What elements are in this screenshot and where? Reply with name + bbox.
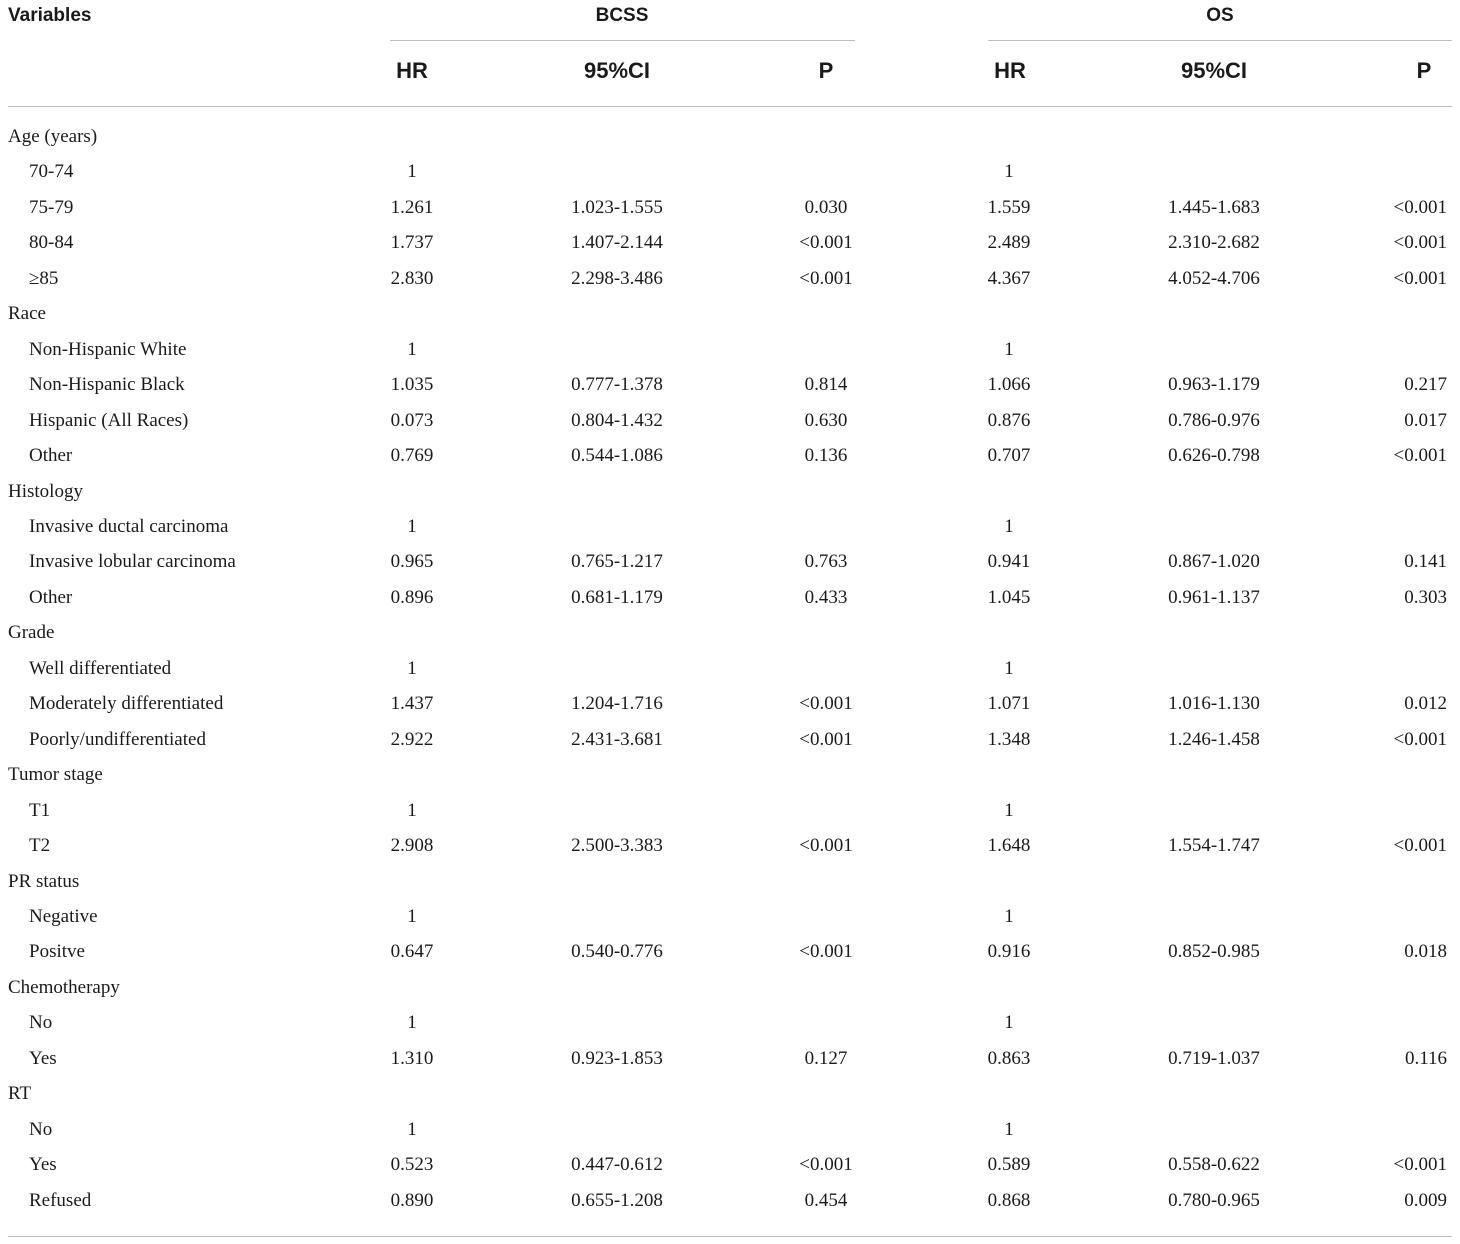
bcss-hr-cell: 0.890 xyxy=(390,1189,434,1211)
bcss-p-cell: 0.136 xyxy=(804,445,848,467)
table-row xyxy=(0,1112,1460,1147)
os-ci-cell: 1.016-1.130 xyxy=(1168,693,1260,715)
os-p-cell: <0.001 xyxy=(1393,196,1447,218)
row-label: Positve xyxy=(29,941,85,963)
header-os: OS xyxy=(1206,5,1234,26)
bcss-ci-cell: 0.540-0.776 xyxy=(571,941,663,963)
header-os-ci: 95%CI xyxy=(1180,58,1248,83)
os-hr-cell: 1.648 xyxy=(987,835,1031,857)
os-p-cell: <0.001 xyxy=(1393,267,1447,289)
os-hr-cell: 1.071 xyxy=(987,693,1031,715)
os-hr-cell: 1.559 xyxy=(987,196,1031,218)
row-label: ≥85 xyxy=(29,267,59,289)
bcss-hr-cell: 2.908 xyxy=(390,835,434,857)
bcss-ci-cell: 0.923-1.853 xyxy=(571,1047,663,1069)
bcss-hr-cell: 0.896 xyxy=(390,586,434,608)
os-ci-cell: 0.961-1.137 xyxy=(1168,586,1260,608)
os-p-cell: 0.116 xyxy=(1404,1047,1447,1069)
row-label: Other xyxy=(29,445,73,467)
os-hr-cell: 1.348 xyxy=(987,728,1031,750)
row-label: Poorly/undifferentiated xyxy=(29,728,206,750)
bcss-ci-cell: 0.447-0.612 xyxy=(571,1154,663,1176)
bcss-p-cell: <0.001 xyxy=(799,835,853,857)
row-label: Invasive ductal carcinoma xyxy=(29,515,229,537)
row-label: No xyxy=(29,1012,53,1034)
os-hr-cell: 0.707 xyxy=(987,445,1031,467)
table-row xyxy=(0,1147,1460,1182)
bcss-group-rule xyxy=(390,40,855,41)
os-hr-cell: 1 xyxy=(1004,515,1014,537)
header-bcss-p: P xyxy=(818,58,834,83)
bcss-ci-cell: 2.298-3.486 xyxy=(571,267,663,289)
table-row xyxy=(0,190,1460,225)
table-row xyxy=(0,722,1460,757)
bcss-hr-cell: 1 xyxy=(407,905,417,927)
row-label: Refused xyxy=(29,1189,92,1211)
os-ci-cell: 0.780-0.965 xyxy=(1168,1189,1260,1211)
os-hr-cell: 0.589 xyxy=(987,1154,1031,1176)
row-label: Race xyxy=(8,303,46,325)
header-bcss-ci: 95%CI xyxy=(583,58,651,83)
bcss-ci-cell: 1.407-2.144 xyxy=(571,232,663,254)
row-label: Non-Hispanic Black xyxy=(29,374,185,396)
bcss-hr-cell: 0.965 xyxy=(390,551,434,573)
row-label: Moderately differentiated xyxy=(29,693,224,715)
row-label: Tumor stage xyxy=(8,764,103,786)
bcss-hr-cell: 1 xyxy=(407,799,417,821)
os-ci-cell: 0.626-0.798 xyxy=(1168,445,1260,467)
os-p-cell: <0.001 xyxy=(1393,835,1447,857)
bcss-p-cell: <0.001 xyxy=(799,728,853,750)
table-row xyxy=(0,1005,1460,1040)
bcss-ci-cell: 2.431-3.681 xyxy=(571,728,663,750)
table-row xyxy=(0,686,1460,721)
bcss-hr-cell: 1 xyxy=(407,338,417,360)
os-p-cell: <0.001 xyxy=(1393,445,1447,467)
os-hr-cell: 1 xyxy=(1004,338,1014,360)
group-row xyxy=(0,119,1460,154)
group-row xyxy=(0,615,1460,650)
os-p-cell: <0.001 xyxy=(1393,232,1447,254)
bcss-hr-cell: 0.647 xyxy=(390,941,434,963)
os-ci-cell: 1.445-1.683 xyxy=(1168,196,1260,218)
table-row xyxy=(0,580,1460,615)
os-p-cell: <0.001 xyxy=(1393,728,1447,750)
table-row xyxy=(0,899,1460,934)
bcss-hr-cell: 1 xyxy=(407,515,417,537)
os-hr-cell: 0.941 xyxy=(987,551,1031,573)
table-row xyxy=(0,793,1460,828)
os-hr-cell: 0.863 xyxy=(987,1047,1031,1069)
bcss-ci-cell: 1.204-1.716 xyxy=(571,693,663,715)
table-row xyxy=(0,403,1460,438)
row-label: PR status xyxy=(8,870,80,892)
os-hr-cell: 1 xyxy=(1004,161,1014,183)
row-label: Well differentiated xyxy=(29,657,172,679)
os-hr-cell: 4.367 xyxy=(987,267,1031,289)
row-label: Negative xyxy=(29,905,98,927)
row-label: Hispanic (All Races) xyxy=(29,409,189,431)
table-row xyxy=(0,934,1460,969)
os-p-cell: 0.018 xyxy=(1404,941,1447,963)
os-hr-cell: 0.916 xyxy=(987,941,1031,963)
os-ci-cell: 0.558-0.622 xyxy=(1168,1154,1260,1176)
os-hr-cell: 1.066 xyxy=(987,374,1031,396)
header-os-p: P xyxy=(1416,58,1432,83)
table-row xyxy=(0,544,1460,579)
os-hr-cell: 0.876 xyxy=(987,409,1031,431)
bcss-ci-cell: 0.804-1.432 xyxy=(571,409,663,431)
os-ci-cell: 0.852-0.985 xyxy=(1168,941,1260,963)
row-label: 80-84 xyxy=(29,232,74,254)
row-label: Grade xyxy=(8,622,55,644)
bcss-ci-cell: 1.023-1.555 xyxy=(571,196,663,218)
table-row xyxy=(0,651,1460,686)
bcss-p-cell: <0.001 xyxy=(799,941,853,963)
table-row xyxy=(0,225,1460,260)
group-row xyxy=(0,757,1460,792)
bcss-p-cell: <0.001 xyxy=(799,1154,853,1176)
row-label: Histology xyxy=(8,480,83,502)
bcss-hr-cell: 1.035 xyxy=(390,374,434,396)
os-hr-cell: 1.045 xyxy=(987,586,1031,608)
bcss-ci-cell: 0.765-1.217 xyxy=(571,551,663,573)
header-variables: Variables xyxy=(8,5,92,26)
bcss-ci-cell: 0.544-1.086 xyxy=(571,445,663,467)
os-ci-cell: 0.719-1.037 xyxy=(1168,1047,1260,1069)
bcss-p-cell: 0.454 xyxy=(804,1189,848,1211)
bcss-p-cell: 0.630 xyxy=(804,409,848,431)
table-row xyxy=(0,261,1460,296)
os-hr-cell: 1 xyxy=(1004,657,1014,679)
os-ci-cell: 0.867-1.020 xyxy=(1168,551,1260,573)
os-p-cell: 0.012 xyxy=(1404,693,1447,715)
os-ci-cell: 0.963-1.179 xyxy=(1168,374,1260,396)
bcss-ci-cell: 0.681-1.179 xyxy=(571,586,663,608)
table-row xyxy=(0,438,1460,473)
bcss-hr-cell: 0.769 xyxy=(390,445,434,467)
os-p-cell: 0.217 xyxy=(1404,374,1447,396)
os-hr-cell: 0.868 xyxy=(987,1189,1031,1211)
table-row xyxy=(0,367,1460,402)
row-label: Yes xyxy=(29,1154,57,1176)
bcss-hr-cell: 1 xyxy=(407,1012,417,1034)
bcss-hr-cell: 0.073 xyxy=(390,409,434,431)
os-ci-cell: 1.246-1.458 xyxy=(1168,728,1260,750)
os-p-cell: 0.303 xyxy=(1404,586,1447,608)
row-label: Chemotherapy xyxy=(8,976,120,998)
bcss-hr-cell: 1.261 xyxy=(390,196,434,218)
table-row xyxy=(0,1183,1460,1218)
table-row xyxy=(0,828,1460,863)
bcss-hr-cell: 1.437 xyxy=(390,693,434,715)
os-hr-cell: 1 xyxy=(1004,1012,1014,1034)
table-bottom-rule xyxy=(8,1236,1452,1237)
os-group-rule xyxy=(988,40,1452,41)
group-row xyxy=(0,1076,1460,1111)
table-row xyxy=(0,1041,1460,1076)
os-ci-cell: 4.052-4.706 xyxy=(1168,267,1260,289)
row-label: Other xyxy=(29,586,73,608)
bcss-ci-cell: 2.500-3.383 xyxy=(571,835,663,857)
row-label: No xyxy=(29,1118,53,1140)
bcss-ci-cell: 0.655-1.208 xyxy=(571,1189,663,1211)
os-p-cell: <0.001 xyxy=(1393,1154,1447,1176)
header-bottom-rule xyxy=(8,106,1452,107)
row-label: Invasive lobular carcinoma xyxy=(29,551,236,573)
bcss-hr-cell: 1 xyxy=(407,161,417,183)
row-label: Age (years) xyxy=(8,126,98,147)
bcss-hr-cell: 0.523 xyxy=(390,1154,434,1176)
os-ci-cell: 0.786-0.976 xyxy=(1168,409,1260,431)
bcss-p-cell: 0.763 xyxy=(804,551,848,573)
os-hr-cell: 1 xyxy=(1004,799,1014,821)
bcss-ci-cell: 0.777-1.378 xyxy=(571,374,663,396)
header-bcss: BCSS xyxy=(595,5,649,26)
bcss-p-cell: 0.814 xyxy=(804,374,848,396)
bcss-hr-cell: 1.737 xyxy=(390,232,434,254)
group-row xyxy=(0,474,1460,509)
bcss-p-cell: <0.001 xyxy=(799,232,853,254)
row-label: T1 xyxy=(29,799,51,821)
row-label: 70-74 xyxy=(29,161,74,183)
os-hr-cell: 1 xyxy=(1004,905,1014,927)
os-hr-cell: 2.489 xyxy=(987,232,1031,254)
bcss-hr-cell: 2.922 xyxy=(390,728,434,750)
row-label: 75-79 xyxy=(29,196,74,218)
table-row xyxy=(0,509,1460,544)
header-os-hr: HR xyxy=(994,58,1026,83)
row-label: RT xyxy=(8,1083,32,1105)
os-p-cell: 0.017 xyxy=(1404,409,1447,431)
header-bcss-hr: HR xyxy=(396,58,428,83)
bcss-p-cell: 0.433 xyxy=(804,586,848,608)
bcss-hr-cell: 1 xyxy=(407,1118,417,1140)
row-label: Yes xyxy=(29,1047,57,1069)
bcss-p-cell: <0.001 xyxy=(799,267,853,289)
bcss-hr-cell: 1.310 xyxy=(390,1047,434,1069)
bcss-hr-cell: 2.830 xyxy=(390,267,434,289)
bcss-p-cell: 0.030 xyxy=(804,196,848,218)
group-row xyxy=(0,296,1460,331)
row-label: Non-Hispanic White xyxy=(29,338,187,360)
row-label: T2 xyxy=(29,835,51,857)
table-row xyxy=(0,154,1460,189)
group-row xyxy=(0,864,1460,899)
group-row xyxy=(0,970,1460,1005)
os-ci-cell: 2.310-2.682 xyxy=(1168,232,1260,254)
table-body xyxy=(0,119,1460,1218)
os-ci-cell: 1.554-1.747 xyxy=(1168,835,1260,857)
os-p-cell: 0.009 xyxy=(1404,1189,1447,1211)
bcss-p-cell: 0.127 xyxy=(804,1047,848,1069)
bcss-hr-cell: 1 xyxy=(407,657,417,679)
table-row xyxy=(0,332,1460,367)
os-hr-cell: 1 xyxy=(1004,1118,1014,1140)
bcss-p-cell: <0.001 xyxy=(799,693,853,715)
os-p-cell: 0.141 xyxy=(1404,551,1447,573)
